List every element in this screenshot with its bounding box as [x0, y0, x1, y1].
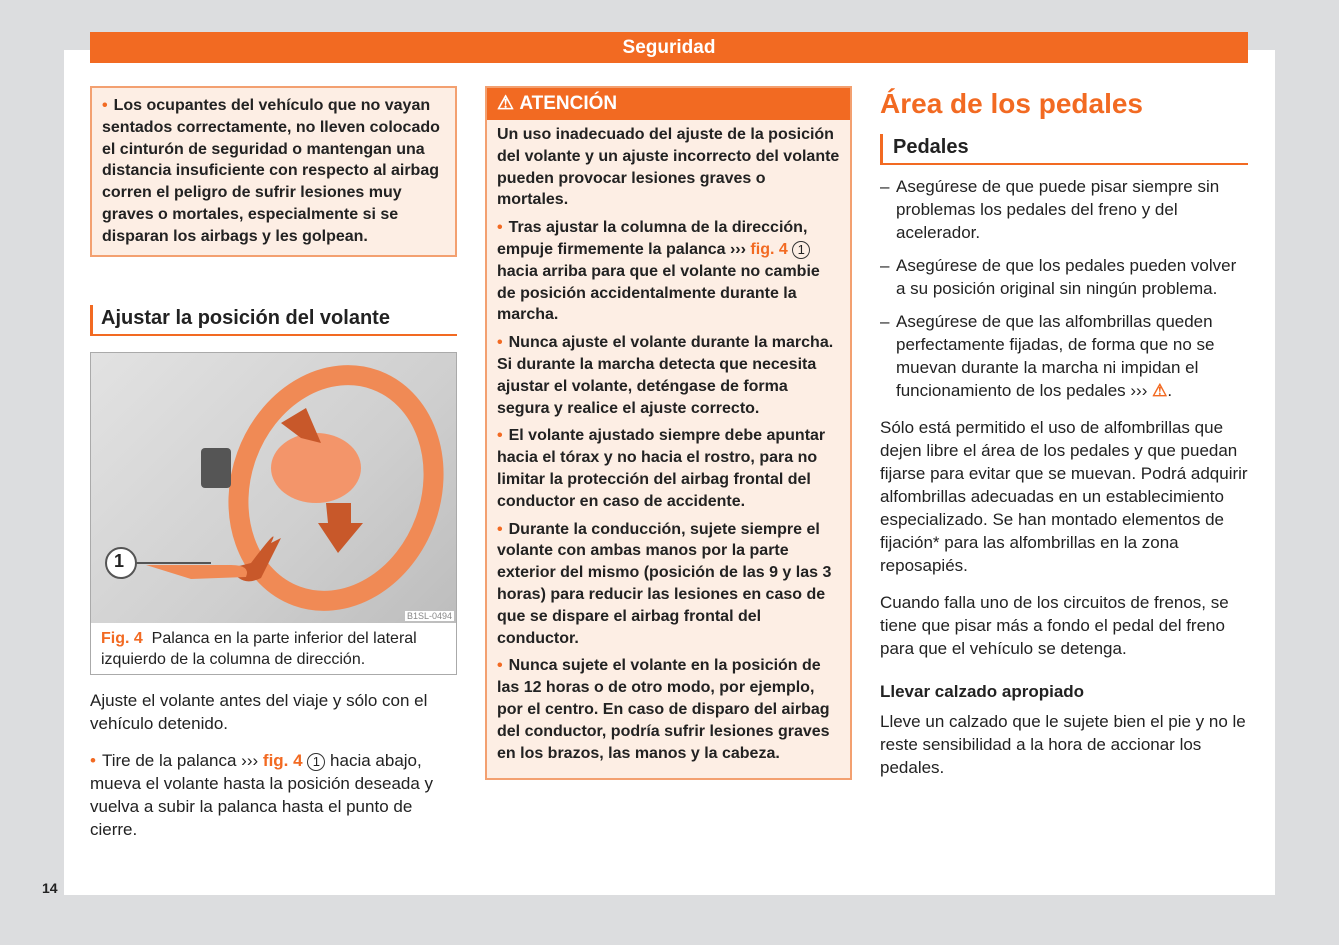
warning-box: [90, 86, 457, 257]
step-text: hacia abajo, mueva el volante hasta la posición deseada y vuelva a subir la palanca hasta el punto de cierre.: [90, 750, 434, 839]
attention-bullet: • Nunca ajuste el volante durante la marcha. Si durante la marcha detecta que necesita ajustar el volante, deténgase de forma segura y realice el ajuste correcto.: [497, 334, 834, 417]
bullet-icon: •: [102, 97, 108, 114]
column-left: [90, 86, 457, 841]
warning-triangle-icon: ⚠: [497, 93, 515, 114]
chapter-title: Área de los pedales: [880, 88, 1144, 119]
attention-header: [487, 88, 850, 120]
steering-wheel-icon: [91, 353, 456, 623]
attention-intro: Un uso inadecuado del ajuste de la posición del volante y un ajuste incorrecto del volante pueden provocar lesiones graves o mortales.: [497, 126, 840, 209]
subheading: Llevar calzado apropiado: [880, 682, 1085, 701]
section-title: Ajustar la posición del volante: [90, 305, 457, 336]
callout-ref: 1: [307, 753, 325, 771]
warning-triangle-icon[interactable]: ⚠: [1152, 381, 1168, 400]
attention-bullet: • Durante la conducción, sujete siempre el volante con ambas manos por la parte exterior del mismo (posición de las 9 y las 3 horas) para reducir las lesiones en caso de que se dispare el airbag frontal del conductor.: [497, 520, 832, 647]
section-header: Seguridad: [90, 32, 1248, 63]
column-right: [880, 86, 1248, 779]
paragraph: Cuando falla uno de los circuitos de frenos, se tiene que pisar más a fondo el pedal del freno para que el vehículo se detenga.: [880, 593, 1229, 658]
list-item: – Asegúrese de que puede pisar siempre sin problemas los pedales del freno y del acelerador.: [880, 177, 1220, 242]
list-item: – Asegúrese de que las alfombrillas queden perfectamente fijadas, de forma que no se muevan durante la marcha ni impidan el funcionamiento de los pedales ››› ⚠.: [880, 312, 1215, 400]
paragraph: Sólo está permitido el uso de alfombrillas que dejen libre el área de los pedales y que puedan fijarse para evitar que se muevan. Podrá adquirir alfombrillas adecuadas en un establecimiento especializado. Se han montado elementos de fijación* para las alfombrillas en la zona reposapiés.: [880, 418, 1248, 575]
attention-bullet: • El volante ajustado siempre debe apuntar hacia el tórax y no hacia el rostro, para no limitar la protección del airbag frontal del conductor en caso de accidente.: [497, 427, 826, 510]
step: • Tire de la palanca ››› fig. 4 1 hacia abajo, mueva el volante hasta la posición deseada y vuelva a subir la palanca hasta el punto de cierre.: [90, 750, 434, 839]
callout-ref: 1: [792, 241, 810, 259]
paragraph: Lleve un calzado que le sujete bien el pie y no le reste sensibilidad a la hora de accionar los pedales.: [880, 712, 1246, 777]
figure-caption: [91, 623, 456, 675]
column-middle: [485, 86, 852, 780]
step-text: Tire de la palanca ›››: [101, 750, 259, 770]
figure-link[interactable]: fig. 4: [262, 750, 303, 770]
attention-title: ATENCIÓN: [519, 93, 618, 114]
figure-label: Fig. 4: [101, 629, 143, 647]
steering-wheel-illustration: [91, 353, 456, 623]
caption-text: Palanca en la parte inferior del lateral izquierdo de la columna de dirección.: [101, 629, 417, 668]
warning-text: Los ocupantes del vehículo que no vayan sentados correctamente, no lleven colocado el cinturón de seguridad o mantengan una distancia insuficiente con respecto al airbag corren el peligro de sufrir lesiones muy graves o mortales, especialmente si se disparan los airbags y les golpean.: [102, 97, 440, 245]
figure: [90, 352, 457, 675]
attention-bullet: • Tras ajustar la columna de la dirección, empuje firmemente la palanca ››› fig. 4 1 hacia arriba para que el volante no cambie de posición accidentalmente durante la marcha.: [497, 219, 820, 324]
list-item: – Asegúrese de que los pedales pueden volver a su posición original sin ningún problema.: [880, 256, 1237, 298]
attention-bullet: • Nunca sujete el volante en la posición de las 12 horas o de otro modo, por ejemplo, por el centro. En caso de disparo del airbag del conductor, podría sufrir lesiones graves en los brazos, las manos y la cabeza.: [497, 657, 830, 762]
figure-code: B1SL-0494: [406, 610, 452, 621]
page-number: 14: [42, 880, 58, 896]
callout-number: 1: [114, 550, 125, 571]
paragraph: Ajuste el volante antes del viaje y sólo con el vehículo detenido.: [90, 690, 428, 733]
subsection-title: Pedales: [880, 134, 1248, 165]
figure-link[interactable]: fig. 4: [750, 240, 788, 258]
attention-box: [485, 86, 852, 780]
